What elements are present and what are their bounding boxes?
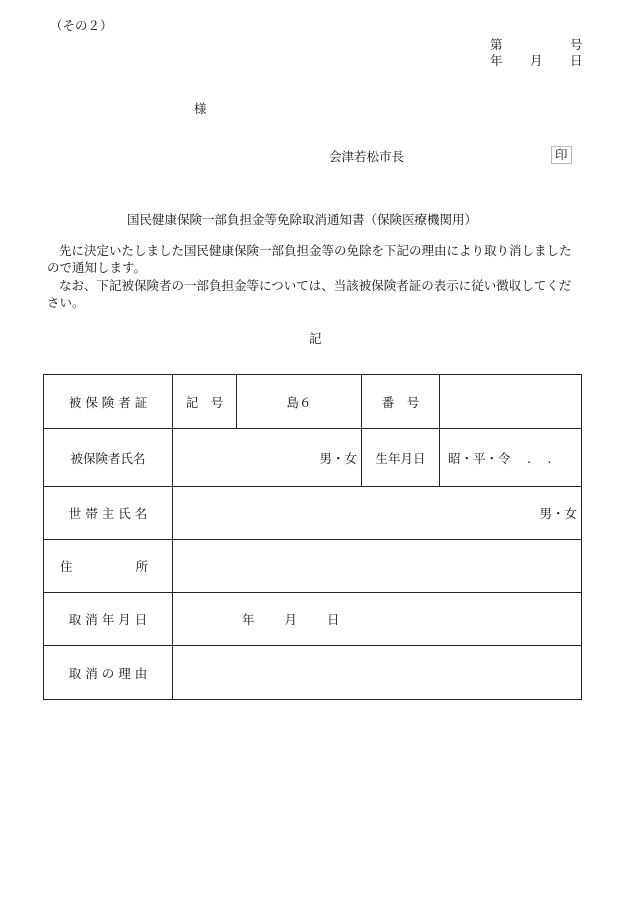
kigo-label: 記 号	[173, 375, 237, 429]
recipient-honorific: 様	[194, 101, 207, 116]
row-insurance-card	[44, 375, 582, 429]
birth-date-value[interactable]: 昭・平・令 . .	[440, 429, 582, 487]
body-paragraph-1: 先に決定いたしました国民健康保険一部負担金等の免除を下記の理由により取り消しましたので通知します。	[47, 243, 572, 275]
cancel-reason-value[interactable]	[173, 646, 582, 700]
seal-mark: 印	[551, 146, 572, 164]
doc-no-suffix: 号	[570, 37, 583, 52]
document-title: 国民健康保険一部負担金等免除取消通知書（保険医療機関用）	[127, 212, 478, 227]
row-household-head	[44, 487, 582, 540]
household-head-sex[interactable]: 男・女	[173, 487, 582, 540]
date-month: 月	[530, 53, 543, 68]
row-address	[44, 540, 582, 593]
ki-mark: 記	[309, 331, 322, 346]
insured-sex[interactable]: 男・女	[173, 429, 362, 487]
insured-name-label: 被保険者氏名	[44, 429, 173, 487]
insurance-card-label: 被 保 険 者 証	[44, 375, 173, 429]
address-label: 住 所	[44, 540, 173, 593]
cancel-reason-label: 取 消 の 理 由	[44, 646, 173, 700]
cancel-date-value[interactable]: 年 月 日	[173, 593, 582, 646]
cancel-date-label: 取 消 年 月 日	[44, 593, 173, 646]
date-year: 年	[490, 53, 503, 68]
birth-date-label: 生年月日	[362, 429, 440, 487]
address-value[interactable]	[173, 540, 582, 593]
bango-label: 番 号	[362, 375, 440, 429]
doc-no-prefix: 第	[490, 37, 503, 52]
kigo-value[interactable]: 島６	[237, 375, 362, 429]
row-insured-name	[44, 429, 582, 487]
body-paragraph-2: なお、下記被保険者の一部負担金等については、当該被保険者証の表示に従い徴収してください。	[47, 278, 572, 310]
cancellation-form-table	[43, 374, 582, 700]
household-head-label: 世 帯 主 氏 名	[44, 487, 173, 540]
bango-value[interactable]	[440, 375, 582, 429]
date-day: 日	[570, 53, 583, 68]
row-cancel-reason	[44, 646, 582, 700]
row-cancel-date	[44, 593, 582, 646]
page-number: （その２）	[50, 18, 113, 33]
sender-name: 会津若松市長	[329, 149, 405, 164]
